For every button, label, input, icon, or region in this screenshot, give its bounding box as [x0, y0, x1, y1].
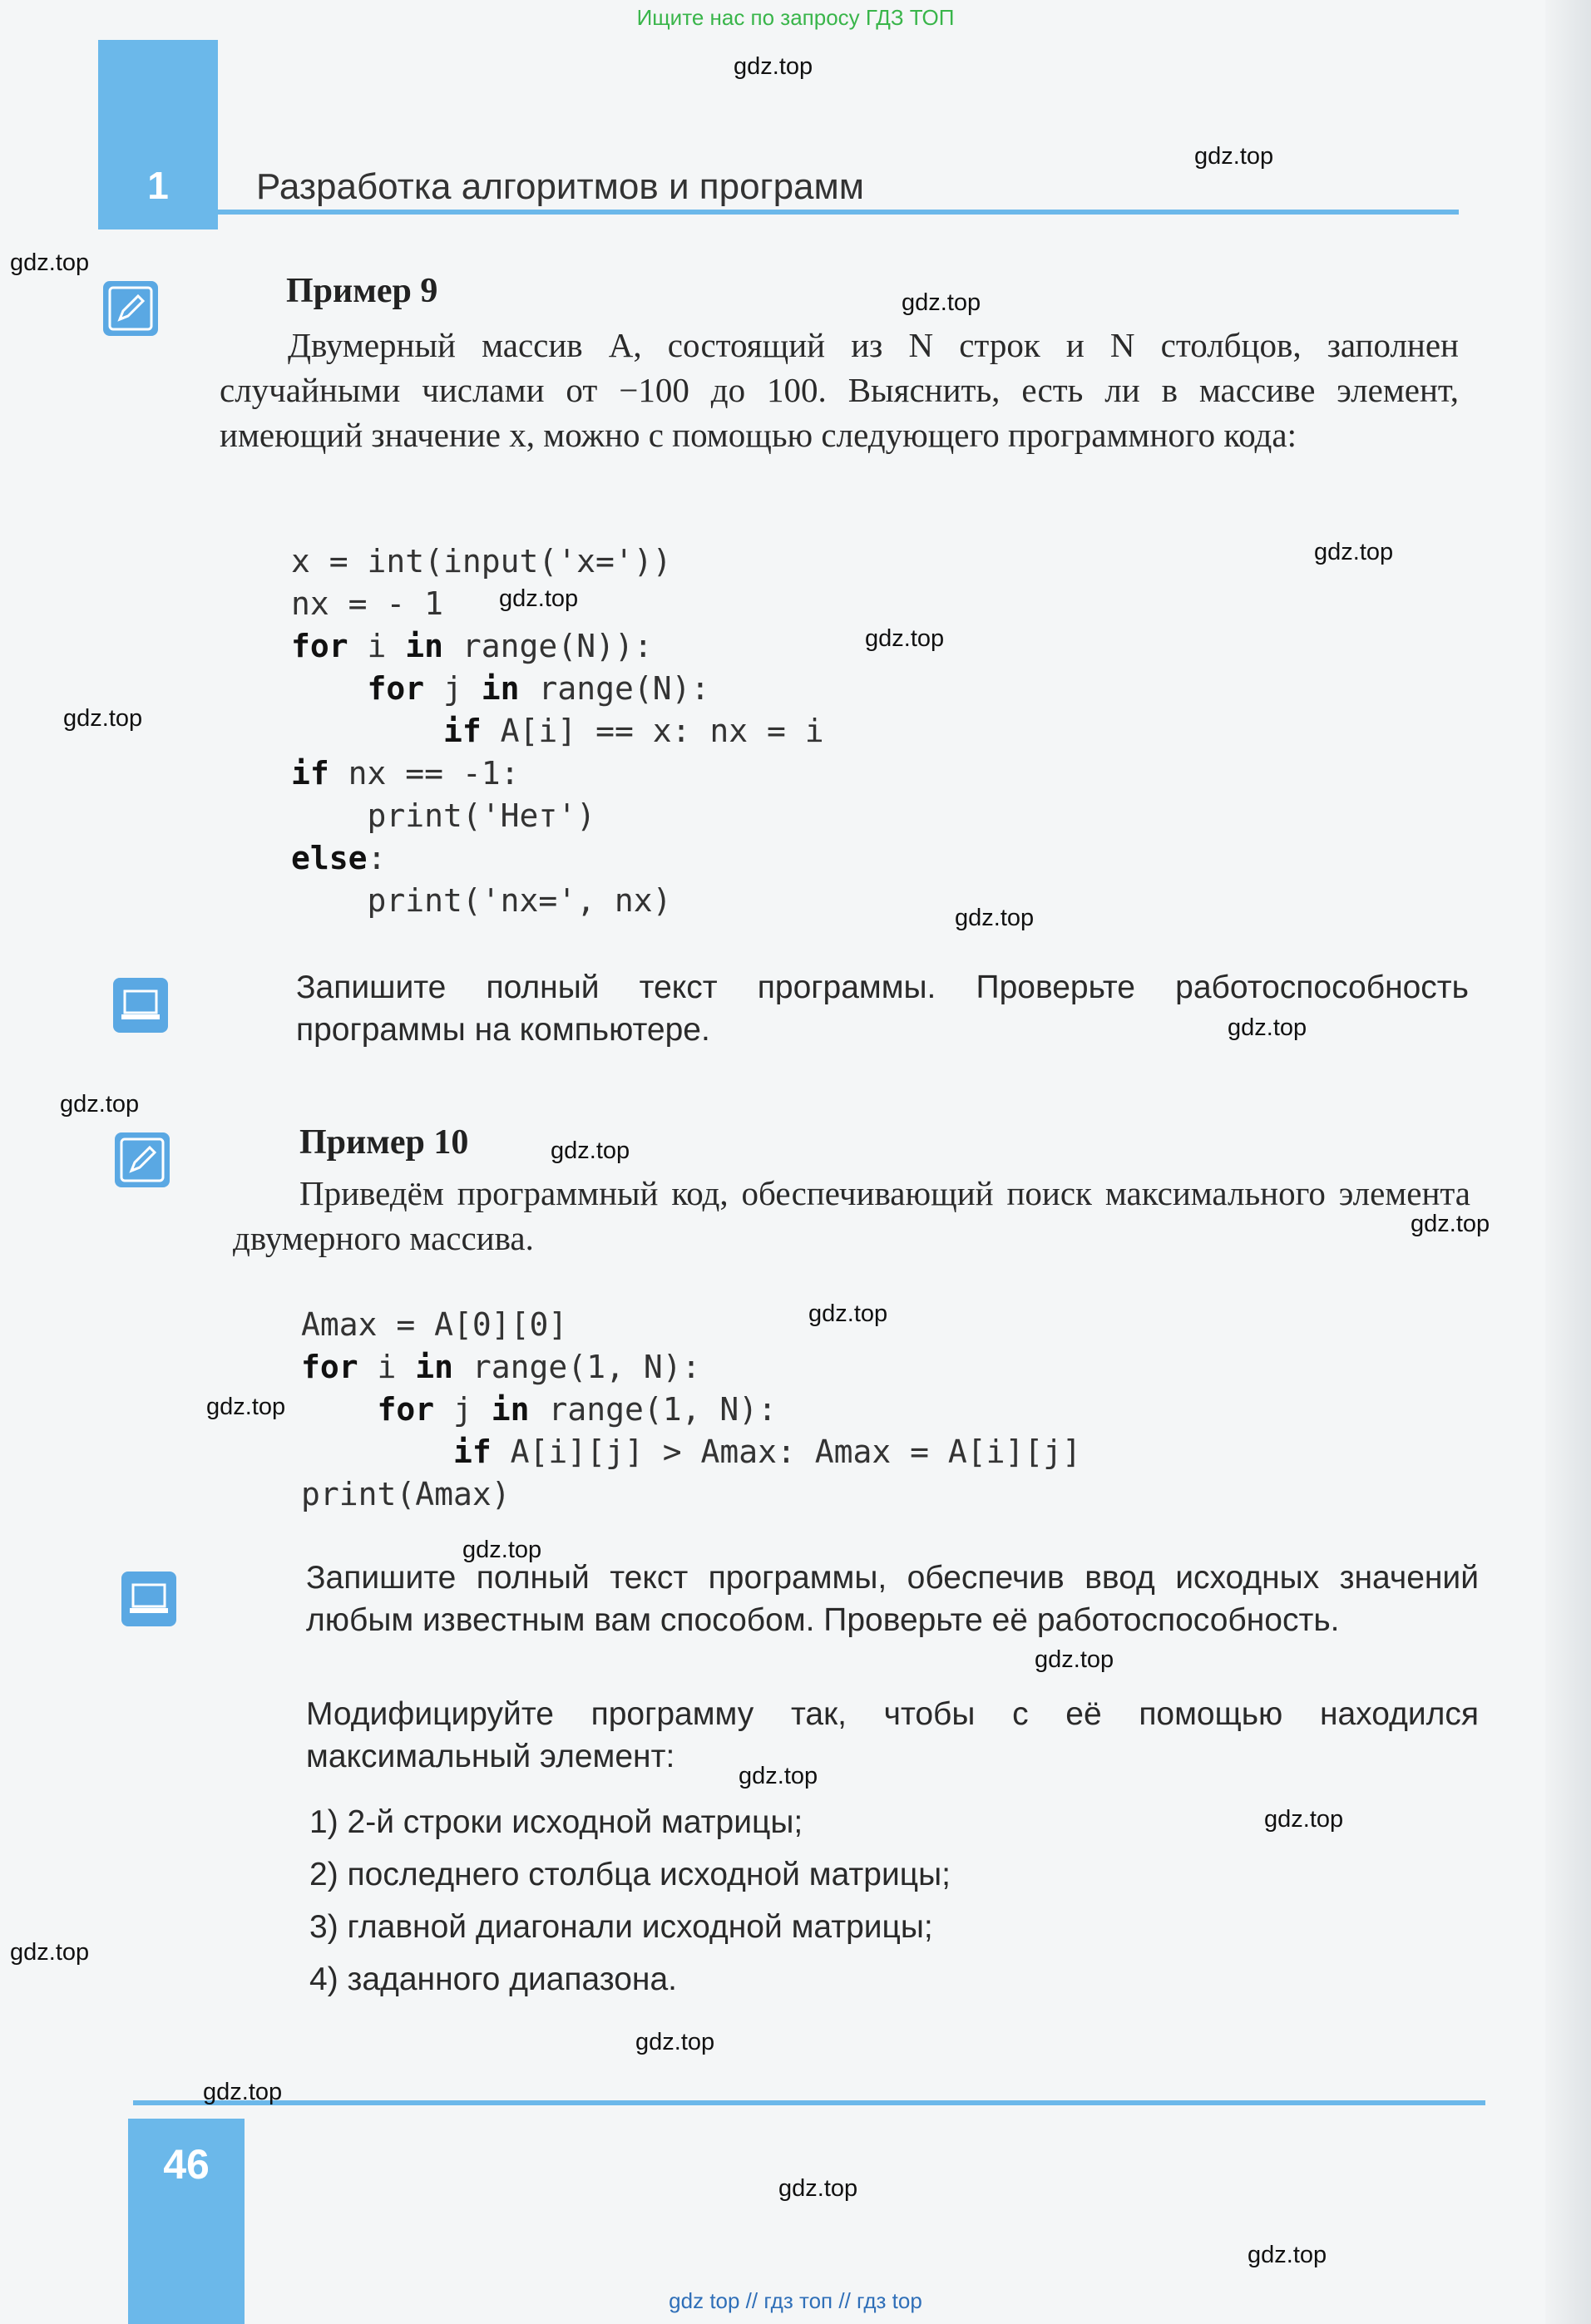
list-item: 4) заданного диапазона.: [309, 1961, 677, 1997]
watermark: gdz.top: [778, 2175, 858, 2202]
watermark: gdz.top: [1035, 1646, 1114, 1673]
computer-icon: [113, 978, 168, 1033]
page-number: 46: [163, 2141, 210, 2188]
watermark: gdz.top: [203, 2079, 283, 2105]
example10-task: Запишите полный текст программы, обеспечив ввод исходных значений любым известным вам способом. Проверьте её работоспособность.: [306, 1560, 1479, 1638]
example9-title: Пример 9: [286, 272, 438, 310]
watermark: gdz.top: [63, 705, 143, 732]
computer-icon: [121, 1572, 176, 1626]
watermark: gdz.top: [1194, 143, 1274, 170]
pencil-icon: [115, 1132, 170, 1187]
watermark: gdz.top: [1411, 1211, 1490, 1237]
watermark: gdz.top: [206, 1394, 286, 1420]
watermark: gdz.top: [10, 1939, 90, 1966]
watermark: gdz.top: [635, 2029, 715, 2055]
example10-title: Пример 10: [299, 1123, 469, 1162]
list-item: 2) последнего столбца исходной матрицы;: [309, 1857, 951, 1892]
chapter-number: 1: [147, 164, 169, 207]
example10-code: Amax = A[0][0] for i in range(1, N): for j in range(1, N): if A[i][j] > Amax: Amax = A[i][j] print(Amax): [301, 1306, 1082, 1512]
watermark: gdz.top: [1248, 2242, 1327, 2268]
chapter-title: Разработка алгоритмов и программ: [256, 166, 865, 207]
watermark: gdz.top: [955, 905, 1035, 931]
watermark: gdz.top: [865, 625, 945, 652]
list-item: 1) 2-й строки исходной матрицы;: [309, 1804, 803, 1840]
header-rule: [218, 210, 1459, 215]
page-edge-shadow: [1545, 0, 1591, 2324]
watermark: gdz.top: [1264, 1806, 1344, 1833]
example10-modify: Модифицируйте программу так, чтобы с её помощью находился максимальный элемент:: [306, 1696, 1479, 1774]
list-item: 3) главной диагонали исходной матрицы;: [309, 1909, 933, 1945]
watermark: gdz.top: [1314, 539, 1394, 565]
watermark: gdz.top: [551, 1137, 630, 1164]
watermark: gdz.top: [808, 1300, 888, 1327]
top-banner[interactable]: Ищите нас по запросу ГДЗ ТОП: [636, 5, 955, 30]
watermark: gdz.top: [1228, 1014, 1307, 1041]
example9-code: x = int(input('x=')) nx = - 1 for i in range(N)): for j in range(N): if A[i] == x: nx = i if nx == -1: print('Нет') else: print('nx=', nx): [291, 543, 824, 919]
watermark: gdz.top: [462, 1537, 542, 1563]
watermark: gdz.top: [60, 1091, 140, 1118]
footer-rule: [133, 2100, 1485, 2105]
pencil-icon: [103, 281, 158, 336]
watermark: gdz.top: [902, 289, 981, 316]
example9-paragraph: Двумерный массив A, состоящий из N строк и N столбцов, заполнен случайными числами от −100 до 100. Выяснить, есть ли в массиве элемент, имеющий значение x, можно с помощью следующего программного кода:: [220, 326, 1459, 454]
watermark: gdz.top: [734, 53, 813, 80]
example10-paragraph: Приведём программный код, обеспечивающий поиск максимального элемента двумерного массива.: [233, 1174, 1470, 1257]
bottom-banner[interactable]: gdz top // гдз топ // гдз top: [669, 2288, 922, 2313]
example9-task: Запишите полный текст программы. Проверьте работоспособность программы на компьютере.: [296, 970, 1469, 1048]
watermark: gdz.top: [10, 249, 90, 276]
watermark: gdz.top: [739, 1763, 818, 1789]
watermark: gdz.top: [499, 585, 579, 612]
